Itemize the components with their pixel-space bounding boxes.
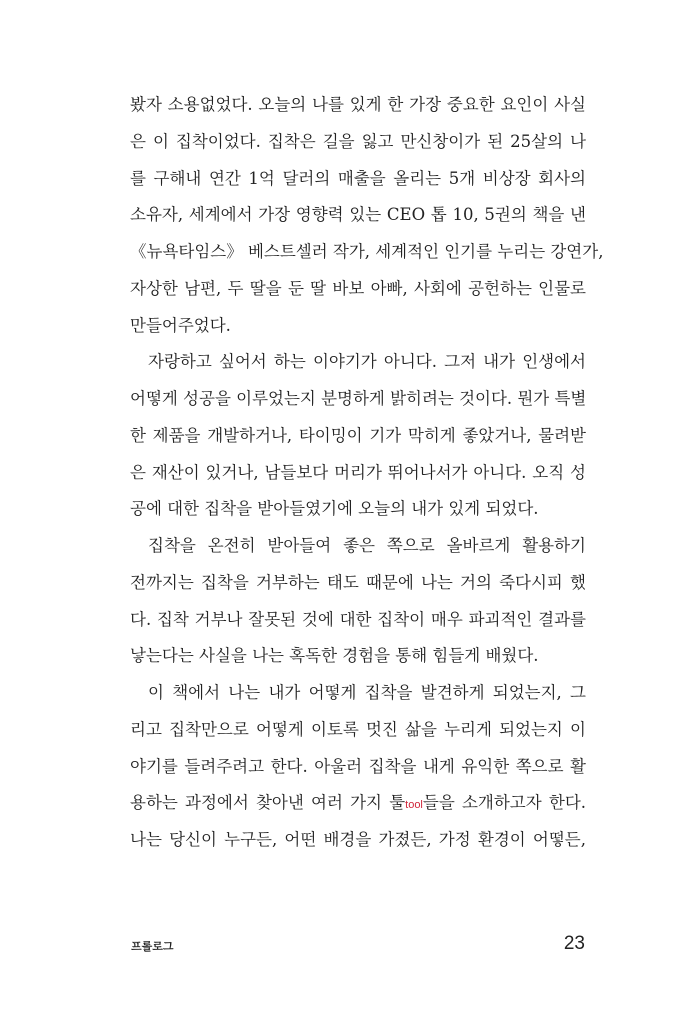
section-title: 프롤로그 <box>131 940 174 953</box>
body-text <box>130 87 604 859</box>
text-line: 어떻게 성공을 이루었는지 분명하게 밝히려는 것이다. 뭔가 특별 <box>130 389 587 408</box>
text-line: 《뉴욕타임스》 베스트셀러 작가, 세계적인 인기를 누리는 강연가, <box>130 242 604 261</box>
text-line: 야기를 들려주려고 한다. 아울러 집착을 내게 유익한 쪽으로 활 <box>130 756 586 776</box>
text-line: 공에 대한 집착을 받아들였기에 오늘의 내가 있게 되었다. <box>130 499 539 519</box>
text-line: 소유자, 세계에서 가장 영향력 있는 CEO 톱 10, 5권의 책을 낸 <box>130 205 586 225</box>
text-line: 낳는다는 사실을 나는 혹독한 경험을 통해 힘들게 배웠다. <box>130 646 539 666</box>
text-line: 봤자 소용없었다. 오늘의 나를 있게 한 가장 중요한 요인이 사실 <box>130 95 586 114</box>
text-line: 를 구해내 연간 1억 달러의 매출을 올리는 5개 비상장 회사의 <box>130 168 586 188</box>
text-line-with-gloss <box>130 785 586 822</box>
text-line: 이 책에서 나는 내가 어떻게 집착을 발견하게 되었는지, 그 <box>148 683 586 702</box>
text-segment: 들을 소개하고자 한다. <box>422 793 587 813</box>
text-segment: 용하는 과정에서 찾아낸 여러 가지 툴 <box>130 793 406 813</box>
text-line: 나는 당신이 누구든, 어떤 배경을 가졌든, 가정 환경이 어떻든, <box>130 830 586 849</box>
text-line: 다. 집착 거부나 잘못된 것에 대한 집착이 매우 파괴적인 결과를 <box>130 609 586 629</box>
text-line: 한 제품을 개발하거나, 타이밍이 기가 막히게 좋았거나, 물려받 <box>130 425 586 445</box>
text-line: 전까지는 집착을 거부하는 태도 때문에 나는 거의 죽다시피 했 <box>130 572 586 592</box>
text-line: 집착을 온전히 받아들여 좋은 쪽으로 올바르게 활용하기 <box>148 536 586 555</box>
text-line: 리고 집착만으로 어떻게 이토록 멋진 삶을 누리게 되었는지 이 <box>130 719 586 739</box>
text-line: 자상한 남편, 두 딸을 둔 딸 바보 아빠, 사회에 공헌하는 인물로 <box>130 278 586 298</box>
english-gloss: tool <box>405 799 423 812</box>
text-line: 은 이 집착이었다. 집착은 길을 잃고 만신창이가 된 25살의 나 <box>130 131 586 151</box>
page-number: 23 <box>563 933 585 954</box>
text-line: 은 재산이 있거나, 남들보다 머리가 뛰어나서가 아니다. 오직 성 <box>130 462 586 482</box>
text-line: 자랑하고 싶어서 하는 이야기가 아니다. 그저 내가 인생에서 <box>148 352 586 372</box>
text-line: 만들어주었다. <box>130 315 231 335</box>
